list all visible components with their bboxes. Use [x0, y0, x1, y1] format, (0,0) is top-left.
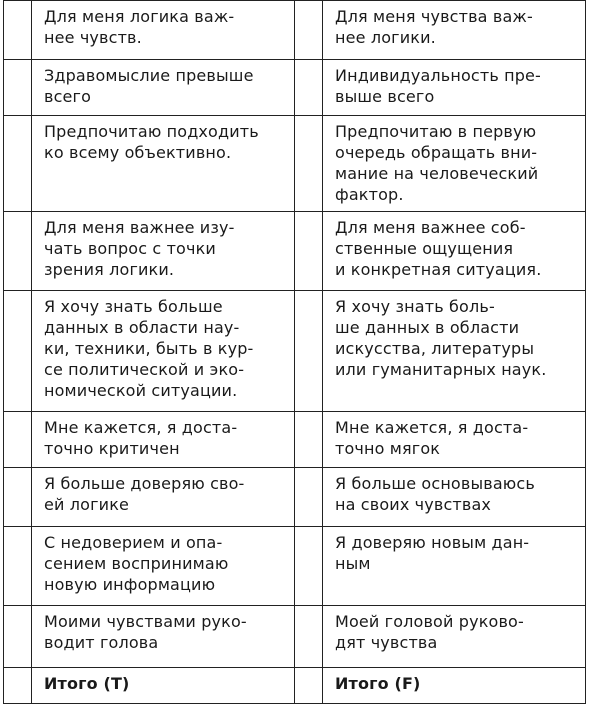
feeling-statement: Я больше основываюсь на своих чувствах — [323, 468, 586, 527]
feeling-statement: Я доверяю новым дан- ным — [323, 527, 586, 606]
table-row — [4, 1, 586, 60]
thinking-statement: Я хочу знать больше данных в области нау- ки, техники, быть в кур- се политической и эко- номической ситуации. — [32, 291, 295, 412]
table-row — [4, 468, 586, 527]
feeling-checkbox-cell[interactable] — [295, 1, 323, 60]
feeling-statement: Для меня чувства важ- нее логики. — [323, 1, 586, 60]
thinking-checkbox-cell[interactable] — [4, 60, 32, 116]
feeling-checkbox-cell[interactable] — [295, 212, 323, 291]
thinking-statement: Я больше доверяю сво- ей логике — [32, 468, 295, 527]
feeling-checkbox-cell[interactable] — [295, 60, 323, 116]
thinking-checkbox-cell[interactable] — [4, 291, 32, 412]
table-row — [4, 116, 586, 212]
thinking-feeling-table — [3, 0, 586, 704]
feeling-statement: Индивидуальность пре- выше всего — [323, 60, 586, 116]
thinking-statement: С недоверием и опа- сением воспринимаю новую информацию — [32, 527, 295, 606]
feeling-checkbox-cell[interactable] — [295, 412, 323, 468]
feeling-total-cell[interactable] — [295, 668, 323, 704]
feeling-statement: Я хочу знать боль- ше данных в области искусства, литературы или гуманитарных наук. — [323, 291, 586, 412]
feeling-checkbox-cell[interactable] — [295, 606, 323, 668]
table-row — [4, 527, 586, 606]
thinking-checkbox-cell[interactable] — [4, 116, 32, 212]
thinking-checkbox-cell[interactable] — [4, 606, 32, 668]
thinking-statement: Моими чувствами руко- водит голова — [32, 606, 295, 668]
feeling-checkbox-cell[interactable] — [295, 291, 323, 412]
table-row — [4, 60, 586, 116]
thinking-checkbox-cell[interactable] — [4, 468, 32, 527]
feeling-checkbox-cell[interactable] — [295, 527, 323, 606]
table-row — [4, 212, 586, 291]
feeling-checkbox-cell[interactable] — [295, 116, 323, 212]
thinking-statement: Для меня важнее изу- чать вопрос с точки зрения логики. — [32, 212, 295, 291]
feeling-statement: Для меня важнее соб- ственные ощущения и конкретная ситуация. — [323, 212, 586, 291]
thinking-checkbox-cell[interactable] — [4, 1, 32, 60]
thinking-statement: Предпочитаю подходить ко всему объективно. — [32, 116, 295, 212]
table-row — [4, 412, 586, 468]
feeling-total-label: Итого (F) — [323, 668, 586, 704]
thinking-statement: Для меня логика важ- нее чувств. — [32, 1, 295, 60]
thinking-statement: Мне кажется, я доста- точно критичен — [32, 412, 295, 468]
table-row — [4, 291, 586, 412]
feeling-statement: Предпочитаю в первую очередь обращать вни- мание на человеческий фактор. — [323, 116, 586, 212]
totals-row — [4, 668, 586, 704]
thinking-total-cell[interactable] — [4, 668, 32, 704]
thinking-statement: Здравомыслие превыше всего — [32, 60, 295, 116]
feeling-statement: Моей головой руково- дят чувства — [323, 606, 586, 668]
table-row — [4, 606, 586, 668]
thinking-checkbox-cell[interactable] — [4, 527, 32, 606]
feeling-statement: Мне кажется, я доста- точно мягок — [323, 412, 586, 468]
thinking-total-label: Итого (T) — [32, 668, 295, 704]
thinking-checkbox-cell[interactable] — [4, 212, 32, 291]
thinking-checkbox-cell[interactable] — [4, 412, 32, 468]
feeling-checkbox-cell[interactable] — [295, 468, 323, 527]
